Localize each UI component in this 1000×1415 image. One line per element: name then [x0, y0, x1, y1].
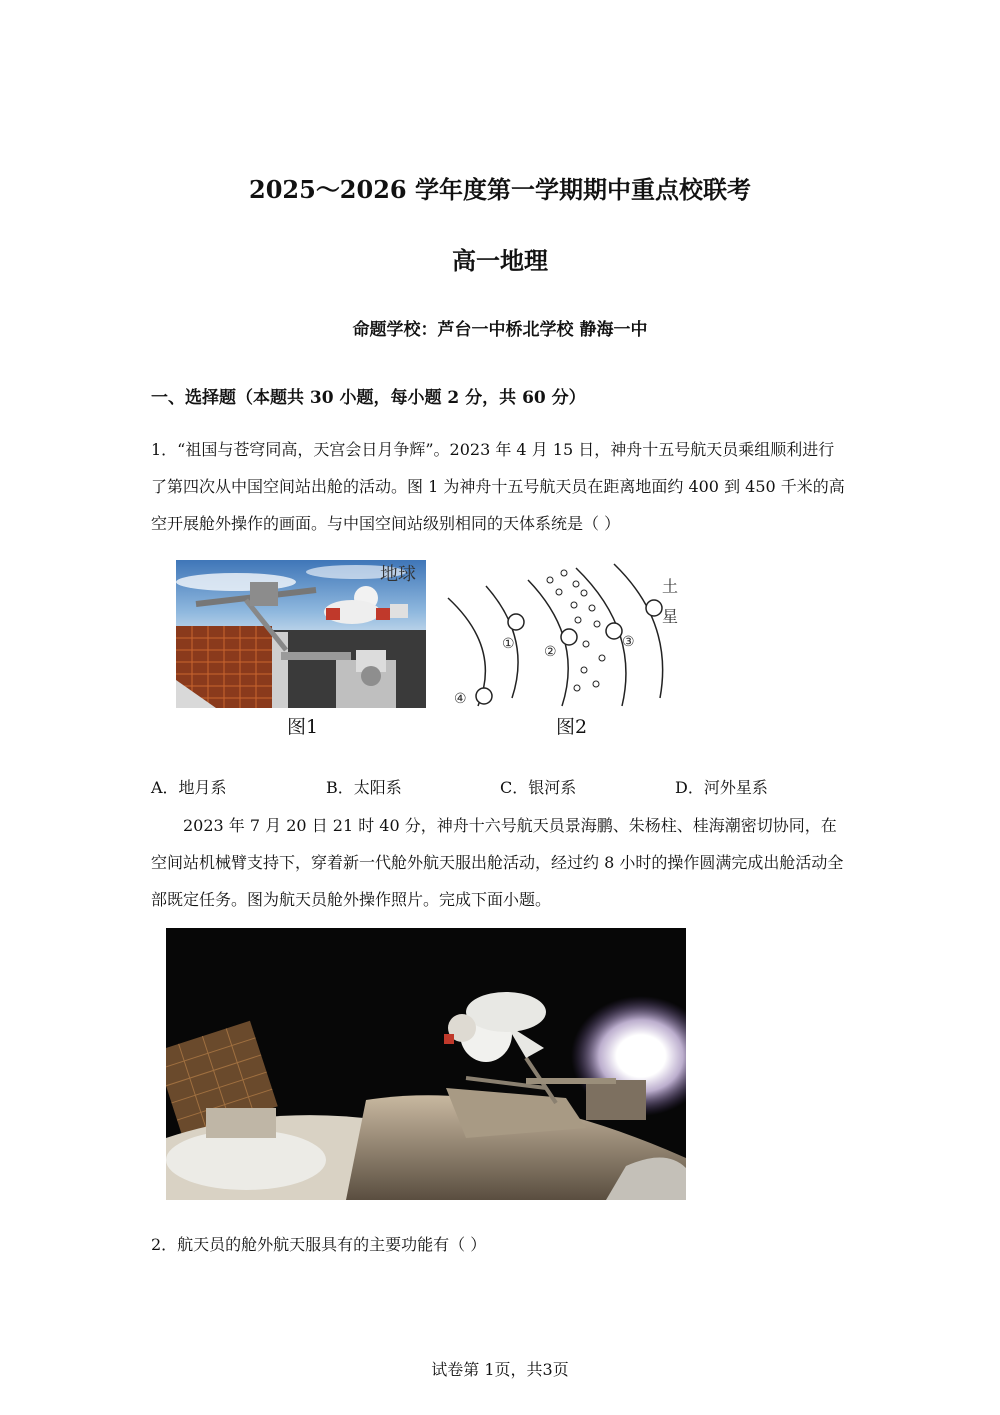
label-4: ④ — [454, 691, 467, 707]
asteroid-belt — [547, 570, 605, 691]
astronaut-photo — [166, 928, 686, 1200]
saturn-body — [646, 600, 662, 616]
body-1 — [508, 614, 524, 630]
label-1: ① — [502, 636, 515, 652]
body-4 — [476, 688, 492, 704]
q1-option-c: C．银河系 — [500, 778, 577, 797]
figure-2-caption: 图2 — [556, 716, 588, 738]
q1-option-a: A．地月系 — [151, 778, 227, 797]
body-2 — [561, 629, 577, 645]
section-heading: 一、选择题（本题共 30 小题，每小题 2 分，共 60 分） — [151, 388, 586, 408]
question-2-text: 2．航天员的舱外航天服具有的主要功能有（ ） — [151, 1235, 487, 1254]
passage-text: 2023 年 7 月 20 日 21 时 40 分，神舟十六号航天员景海鹏、朱杨柱、桂海潮密切协同，在空间站机械臂支持下，穿着新一代舱外航天服出舱活动，经过约 8 小时的操作圆满完成出舱活动全部既定任务。图为航天员舱外操作照片。完成下面小题。 — [151, 816, 844, 909]
label-2: ② — [544, 644, 557, 660]
q1-option-b: B．太阳系 — [326, 778, 402, 797]
figure-2-diagram — [442, 558, 692, 708]
exam-title: 2025～2026 学年度第一学期期中重点校联考 — [249, 175, 751, 204]
subject-title: 高一地理 — [452, 246, 548, 275]
body-3 — [606, 623, 622, 639]
question-1-text: 1．“祖国与苍穹同高，天宫会日月争辉”。2023 年 4 月 15 日，神舟十五号航天员乘组顺利进行了第四次从中国空间站出舱的活动。图 1 为神舟十五号航天员在距离地面约 400 到 450 千米的高空开展舱外操作的画面。与中国空间站级别相同的天体系统是（ ） — [151, 440, 845, 533]
figure-1-earth-label: 地球 — [380, 564, 416, 585]
page-footer: 试卷第 1页，共3页 — [431, 1360, 569, 1379]
schools-line: 命题学校：芦台一中桥北学校 静海一中 — [352, 320, 648, 340]
label-3: ③ — [622, 634, 635, 650]
figure-1-caption: 图1 — [287, 716, 319, 738]
figure-1-photo — [176, 560, 426, 708]
saturn-label-1: 土 — [662, 577, 679, 596]
orbit-arc-3 — [528, 580, 568, 706]
saturn-label-2: 星 — [662, 607, 679, 626]
q1-option-d: D．河外星系 — [675, 778, 768, 797]
